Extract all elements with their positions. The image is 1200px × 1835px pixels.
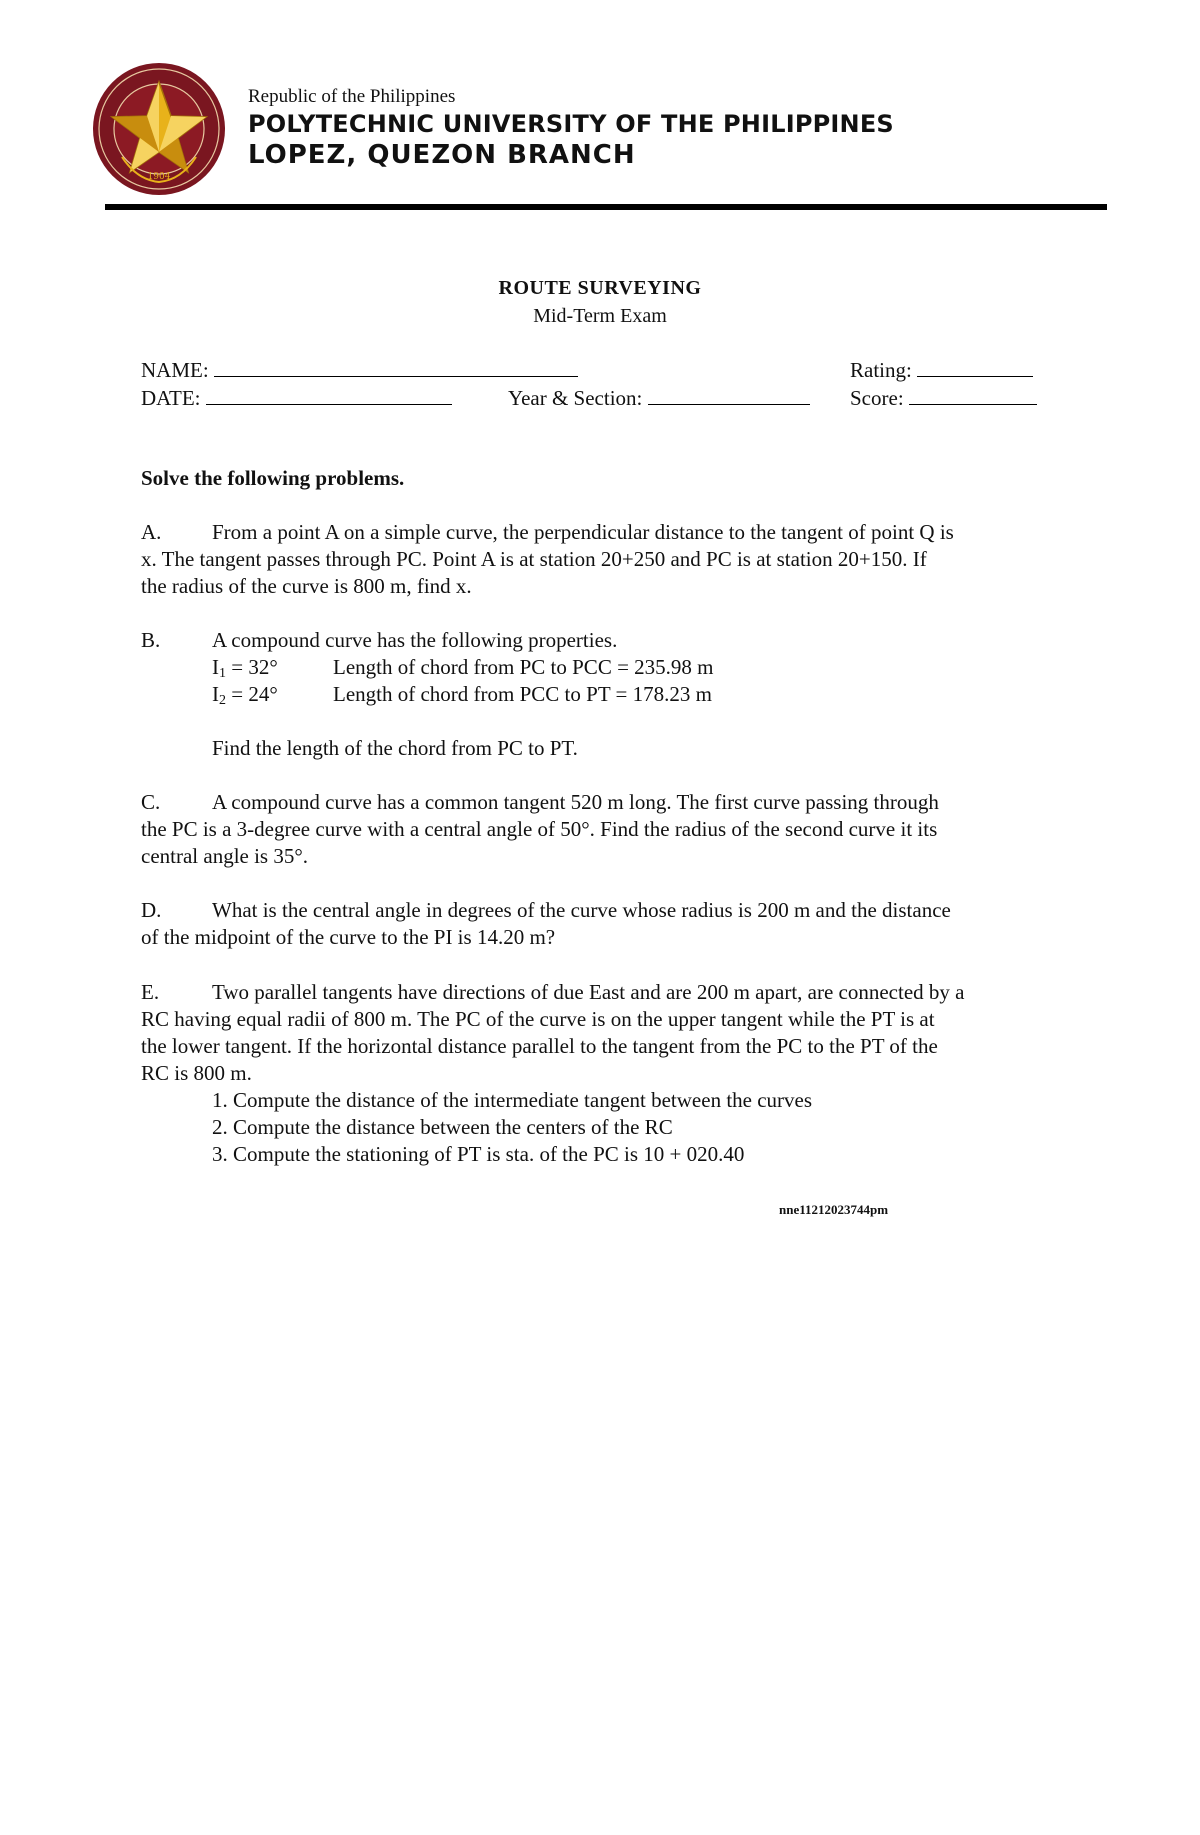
seal-year: 1904: [147, 172, 171, 182]
problem-c-letter: C.: [141, 790, 161, 814]
i1-symbol: I: [212, 655, 219, 679]
problem-b-chord-1: Length of chord from PC to PCC = 235.98 m: [333, 655, 714, 679]
university-seal-logo: [92, 62, 226, 196]
problem-b-chord-2: Length of chord from PCC to PT = 178.23 m: [333, 682, 712, 706]
problem-a-letter: A.: [141, 520, 162, 544]
problem-e-line: RC having equal radii of 800 m. The PC of the curve is on the upper tangent while the PT is at: [141, 1007, 935, 1031]
i1-value: = 32°: [226, 655, 278, 679]
name-label: NAME:: [141, 358, 209, 382]
problem-d-line: What is the central angle in degrees of the curve whose radius is 200 m and the distance: [212, 898, 951, 922]
problem-d-letter: D.: [141, 898, 162, 922]
problem-e-subitem: 3. Compute the stationing of PT is sta. of the PC is 10 + 020.40: [212, 1142, 745, 1166]
i2-value: = 24°: [226, 682, 278, 706]
i2-symbol: I: [212, 682, 219, 706]
year-section-field[interactable]: [508, 386, 810, 411]
problem-b-i2: [212, 681, 278, 714]
exam-subtitle: Mid-Term Exam: [533, 305, 667, 327]
date-field[interactable]: [141, 386, 452, 411]
problem-b-question: Find the length of the chord from PC to PT.: [212, 736, 578, 760]
i2-subscript: 2: [219, 693, 226, 708]
rating-blank[interactable]: [917, 359, 1033, 377]
problem-c-line: A compound curve has a common tangent 520 m long. The first curve passing through: [212, 790, 939, 814]
year-section-label: Year & Section:: [508, 386, 643, 410]
problem-e-subitem: 2. Compute the distance between the centers of the RC: [212, 1115, 673, 1139]
footer-code: nne11212023744pm: [779, 1202, 889, 1217]
exam-title: ROUTE SURVEYING: [498, 277, 702, 299]
rating-field[interactable]: [850, 358, 1033, 383]
instructions: Solve the following problems.: [141, 466, 405, 490]
problem-e-line: the lower tangent. If the horizontal distance parallel to the tangent from the PC to the PT of the: [141, 1034, 938, 1058]
year-section-blank[interactable]: [648, 387, 810, 405]
name-field[interactable]: [141, 358, 578, 383]
problem-e-letter: E.: [141, 980, 160, 1004]
problem-a-line: x. The tangent passes through PC. Point A is at station 20+250 and PC is at station 20+150. If: [141, 547, 927, 571]
header-divider: [105, 204, 1107, 210]
score-field[interactable]: [850, 386, 1037, 411]
university-name: POLYTECHNIC UNIVERSITY OF THE PHILIPPINES: [248, 110, 894, 138]
i1-subscript: 1: [219, 666, 226, 681]
problem-c-line: the PC is a 3-degree curve with a central angle of 50°. Find the radius of the second curve it its: [141, 817, 938, 841]
republic-label: Republic of the Philippines: [248, 86, 456, 107]
score-label: Score:: [850, 386, 904, 410]
problem-a-line: From a point A on a simple curve, the perpendicular distance to the tangent of point Q is: [212, 520, 954, 544]
problem-c-line: central angle is 35°.: [141, 844, 309, 868]
date-label: DATE:: [141, 386, 201, 410]
problem-e-line: RC is 800 m.: [141, 1061, 252, 1085]
problem-e-subitem: 1. Compute the distance of the intermediate tangent between the curves: [212, 1088, 813, 1112]
problem-d-line: of the midpoint of the curve to the PI is 14.20 m?: [141, 925, 556, 949]
score-blank[interactable]: [909, 387, 1037, 405]
rating-label: Rating:: [850, 358, 912, 382]
date-blank[interactable]: [206, 387, 452, 405]
problem-a-line: the radius of the curve is 800 m, find x.: [141, 574, 472, 598]
problem-b-intro: A compound curve has the following properties.: [212, 628, 618, 652]
branch-name: LOPEZ, QUEZON BRANCH: [248, 140, 636, 170]
problem-e-line: Two parallel tangents have directions of due East and are 200 m apart, are connected by a: [212, 980, 965, 1004]
name-blank[interactable]: [214, 359, 578, 377]
problem-b-letter: B.: [141, 628, 161, 652]
